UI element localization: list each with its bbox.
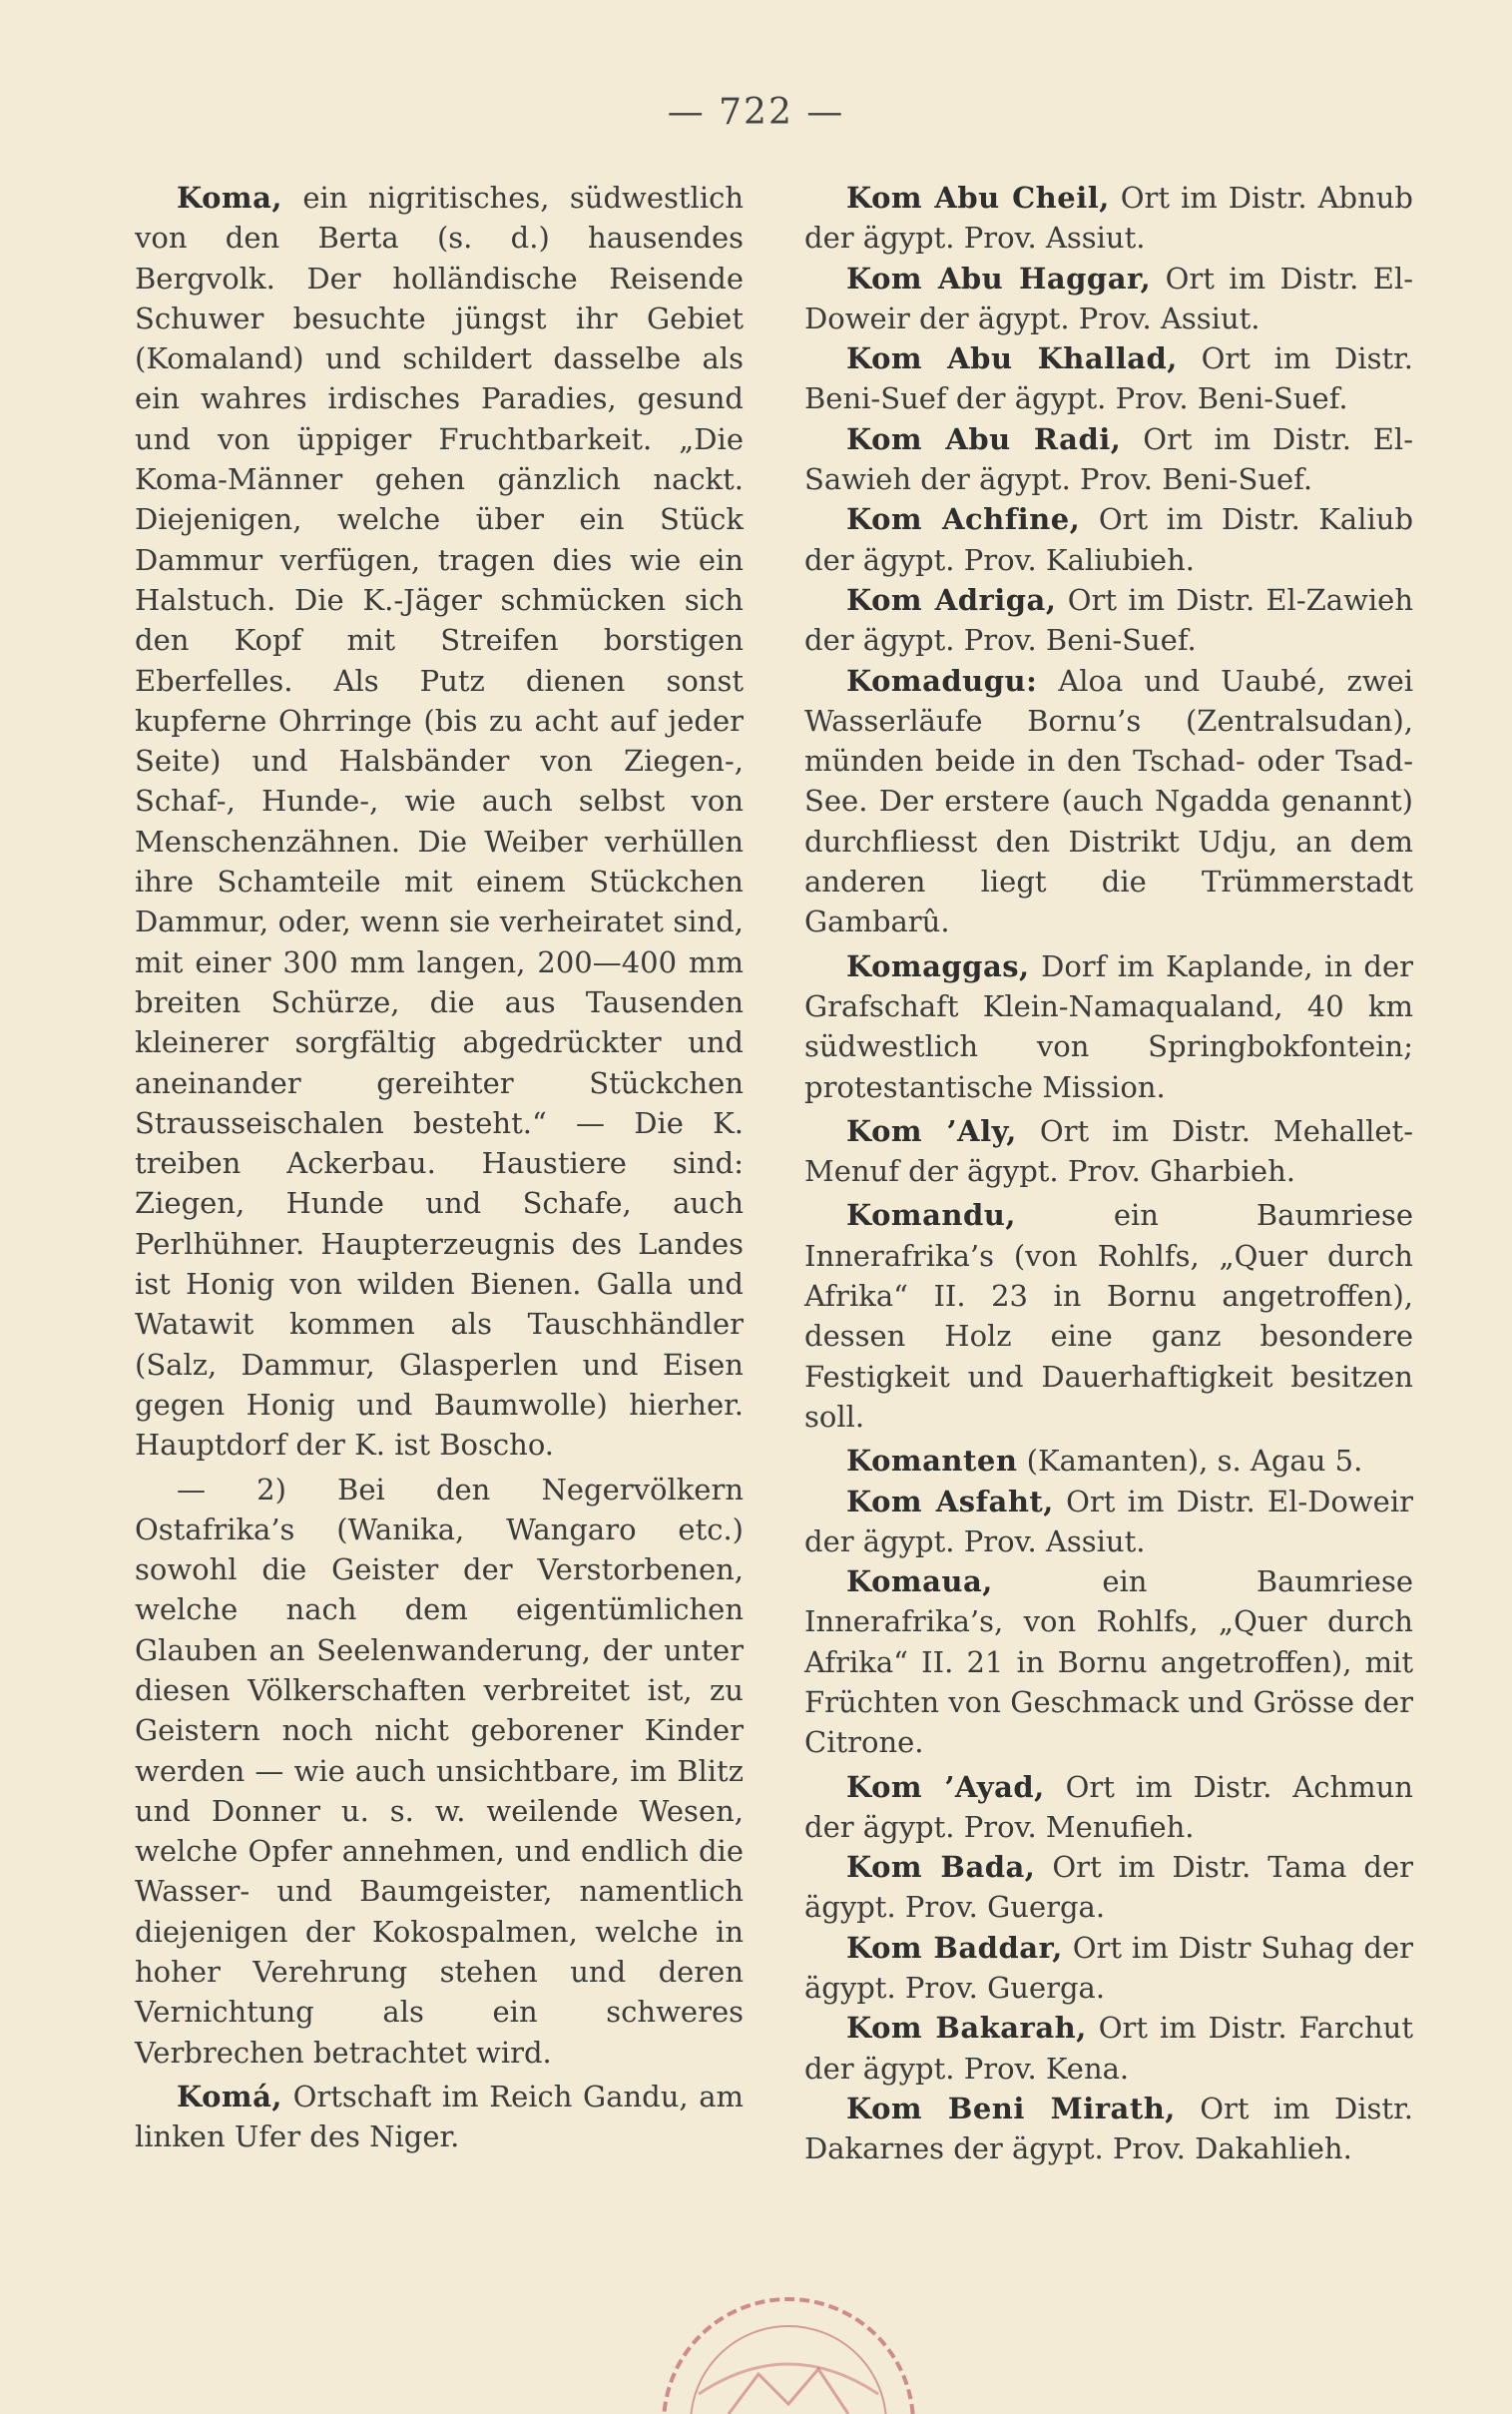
entry-komanten xyxy=(804,1441,1413,1481)
headword: Komaua, xyxy=(846,1564,993,1599)
entry-kom-baddar xyxy=(804,1928,1413,2009)
left-column xyxy=(135,178,744,2161)
entry-text: Ort im Distr. Tama der ägypt. Prov. Guerga. xyxy=(804,1850,1413,1925)
entry-komaua xyxy=(804,1561,1413,1762)
entry-text: Ort im Distr. Beni-Suef der ägypt. Prov. Beni-Suef. xyxy=(804,341,1414,416)
entry-komaggas xyxy=(804,946,1413,1107)
entry-kom-bada xyxy=(804,1847,1413,1928)
entry-kom-achfine xyxy=(804,499,1413,580)
headword: Komaggas, xyxy=(846,948,1030,983)
entry-kom-abu-haggar xyxy=(804,259,1413,339)
entry-text: (Kamanten), s. Agau 5. xyxy=(1026,1444,1363,1479)
entry-text: Ort im Distr. El-Doweir der ägypt. Prov. Assiut. xyxy=(804,261,1414,335)
entry-text: Aloa und Uaubé, zwei Wasserläufe Bornu’s (Zentralsudan), münden beide in den Tschad- oder Tsad-See. Der erstere (auch Ngadda genannt) durchfliesst den Distrikt Udju, an dem anderen liegt die Trümmerstadt Gambarû. xyxy=(804,663,1414,939)
entry-text: Ort im Distr. Farchut der ägypt. Prov. Kena. xyxy=(804,2011,1413,2086)
entry-kom-abu-radi xyxy=(804,419,1413,500)
headword: Kom Baddar, xyxy=(846,1930,1063,1965)
stamp-seal-icon xyxy=(639,2264,938,2414)
headword: Kom Adriga, xyxy=(846,582,1057,617)
headword: Kom Bada, xyxy=(846,1850,1036,1885)
entry-text: Ort im Distr. Mehallet-Menuf der ägypt. Prov. Gharbieh. xyxy=(804,1113,1413,1189)
entry-koma-ortschaft xyxy=(135,2077,744,2157)
entry-komadugu xyxy=(804,661,1413,942)
entry-komandu xyxy=(804,1195,1413,1437)
entry-text: Ort im Distr. Achmun der ägypt. Prov. Menufieh. xyxy=(804,1769,1413,1844)
entry-kom-bakarah xyxy=(804,2008,1413,2089)
entry-kom-asfaht xyxy=(804,1482,1413,1562)
headword: Kom Achfine, xyxy=(846,502,1081,537)
entry-text: Ort im Distr. El-Doweir der ägypt. Prov. Assiut. xyxy=(804,1484,1413,1558)
entry-kom-abu-cheil xyxy=(804,178,1413,259)
headword: Kom ’Ayad, xyxy=(846,1769,1045,1804)
page-number: — 722 — xyxy=(667,92,845,133)
headword: Kom Abu Radi, xyxy=(846,421,1122,456)
headword: Kom Abu Khallad, xyxy=(846,341,1178,376)
headword: Kom ’Aly, xyxy=(846,1113,1017,1148)
library-stamp xyxy=(639,2264,938,2414)
entry-text: Ort im Distr. Kaliub der ägypt. Prov. Kaliubieh. xyxy=(804,502,1414,577)
entry-kom-adriga xyxy=(804,580,1413,661)
entry-text: Ortschaft im Reich Gandu, am linken Ufer des Niger. xyxy=(135,2079,744,2154)
headword: Kom Abu Haggar, xyxy=(846,261,1152,296)
headword: Kom Bakarah, xyxy=(846,2011,1087,2046)
entry-text: Ort im Distr. Dakarnes der ägypt. Prov. Dakahlieh. xyxy=(804,2091,1413,2166)
entry-text: ein nigritisches, südwestlich von den Berta (s. d.) hausendes Bergvolk. Der holländische Reisende Schuwer besuchte jüngst ihr Gebiet (Komaland) und schildert dasselbe als ein wahres irdisches Paradies, gesund und von üppiger Fruchtbarkeit. „Die Koma-Männer gehen gänzlich nackt. Diejenigen, welche über ein Stück Dammur verfügen, tragen dies wie ein Halstuch. Die K.-Jäger schmücken sich den Kopf mit Streifen borstigen Eberfelles. Als Putz dienen sonst kupferne Ohrringe (bis zu acht auf jeder Seite) und Halsbänder von Ziegen-, Schaf-, Hunde-, wie auch selbst von Menschenzähnen. Die Weiber verhüllen ihre Schamteile mit einem Stückchen Dammur, oder, wenn sie verheiratet sind, mit einer 300 mm langen, 200—400 mm breiten Schürze, die aus Tausenden kleinerer sorgfältig abgedrückter und aneinander gereihter Stückchen Strausseischalen besteht.“ — Die K. treiben Ackerbau. Haustiere sind: Ziegen, Hunde und Schafe, auch Perlhühner. Haupterzeugnis des Landes ist Honig von wilden Bienen. Galla und Watawit kommen als Tauschhändler (Salz, Dammur, Glasperlen und Eisen gegen Honig und Baumwolle) hierher. Hauptdorf der K. ist Boscho. xyxy=(135,181,745,1463)
entry-text: Dorf im Kaplande, in der Grafschaft Klein-Namaqualand, 40 km südwestlich von Springbokfontein; protestantische Mission. xyxy=(804,948,1413,1104)
entry-kom-beni-mirath xyxy=(804,2089,1413,2169)
headword: Komanten xyxy=(846,1444,1018,1479)
entry-text: Ort im Distr. Abnub der ägypt. Prov. Assiut. xyxy=(804,181,1414,256)
entry-text: Ort im Distr. El-Zawieh der ägypt. Prov. Beni-Suef. xyxy=(804,582,1414,658)
headword: Koma, xyxy=(177,181,282,215)
headword: Komandu, xyxy=(846,1198,1016,1233)
right-column xyxy=(804,178,1413,2169)
entry-text: ein Baumriese Innerafrika’s (von Rohlfs, „Quer durch Afrika“ II. 23 in Bornu angetroffen), dessen Holz eine ganz besondere Festigkeit und Dauerhaftigkeit besitzen soll. xyxy=(804,1198,1413,1434)
entry-text: ein Baumriese Innerafrika’s, von Rohlfs, „Quer durch Afrika“ II. 21 in Bornu angetroffen), mit Früchten von Geschmack und Grösse der Citrone. xyxy=(804,1564,1413,1760)
headword: Komá, xyxy=(177,2079,282,2113)
entry-koma xyxy=(135,178,744,1466)
headword: Komadugu: xyxy=(846,663,1038,698)
headword: Kom Beni Mirath, xyxy=(846,2091,1176,2125)
entry-kom-aly xyxy=(804,1111,1413,1192)
entry-text: — 2) Bei den Negervölkern Ostafrika’s (Wanika, Wangaro etc.) sowohl die Geister der Verstorbenen, welche nach dem eigentümlichen Glauben an Seelenwanderung, der unter diesen Völkerschaften verbreitet ist, zu Geistern noch nicht geborener Kinder werden — wie auch unsichtbare, im Blitz und Donner u. s. w. weilende Wesen, welche Opfer annehmen, und endlich die Wasser- und Baumgeister, namentlich diejenigen der Kokospalmen, welche in hoher Verehrung stehen und deren Vernichtung als ein schweres Verbrechen betrachtet wird. xyxy=(135,1472,744,2070)
headword: Kom Asfaht, xyxy=(846,1484,1054,1518)
entry-koma-2 xyxy=(135,1470,744,2073)
entry-kom-abu-khallad xyxy=(804,338,1413,419)
headword: Kom Abu Cheil, xyxy=(846,181,1110,215)
entry-kom-ayad xyxy=(804,1767,1413,1848)
entry-text: Ort im Distr. El-Sawieh der ägypt. Prov. Beni-Suef. xyxy=(804,421,1413,497)
entry-text: Ort im Distr Suhag der ägypt. Prov. Guerga. xyxy=(804,1930,1414,2006)
